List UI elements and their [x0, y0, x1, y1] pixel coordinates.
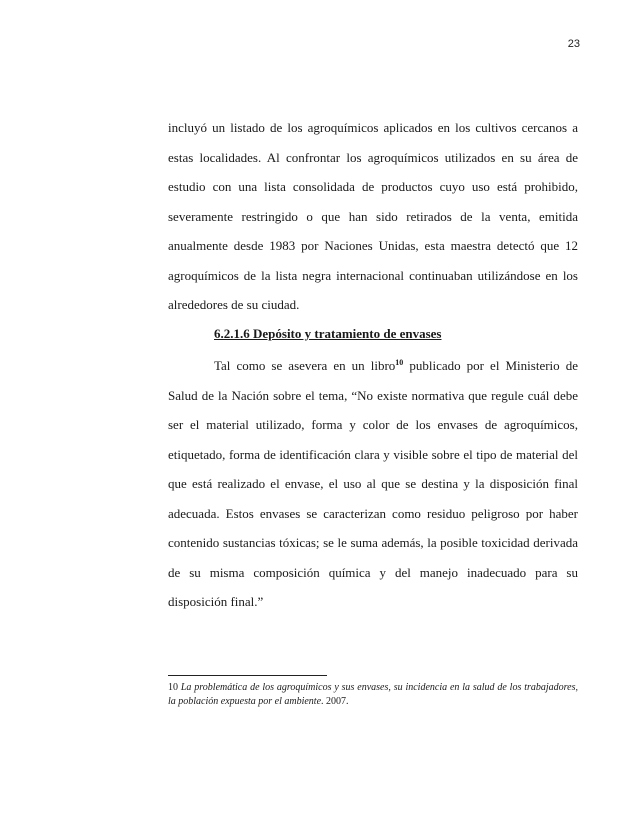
page-number: 23	[567, 38, 580, 50]
paragraph-2-intro: Tal como se asevera en un libro	[214, 358, 396, 373]
footnote-separator	[168, 675, 327, 676]
body-paragraph-2	[168, 351, 578, 617]
footnote-number: 10	[168, 682, 178, 693]
footnote-year: . 2007.	[321, 696, 349, 707]
body-paragraph-1: incluyó un listado de los agroquímicos aplicados en los cultivos cercanos a estas localidades. Al confrontar los agroquímicos utilizados en su área de estudio con una lista consolidada de productos cuyo uso está prohibido, severamente restringido o que han sido retirados de la venta, emitida anualmente desde 1983 por Naciones Unidas, esta maestra detectó que 12 agroquímicos de la lista negra internacional continuaban utilizándose en los alrededores de su ciudad.	[168, 120, 578, 312]
footnote-title: La problemática de los agroquímicos y sus envases, su incidencia en la salud de los trabajadores, la población expuesta por el ambiente	[168, 682, 578, 707]
paragraph-2-quote: publicado por el Ministerio de Salud de la Nación sobre el tema, “No existe normativa que regule cuál debe ser el material utilizado, forma y color de los envases de agroquímicos, etiquetado, forma de identificación clara y visible sobre el tipo de material del que está realizado el envase, el uso al que se destina y la disposición final adecuada. Estos envases se caracterizan como residuo peligroso por haber contenido sustancias tóxicas; se le suma además, la posible toxicidad derivada de su misma composición química y del manejo inadecuado para su disposición final.”	[168, 358, 578, 609]
section-heading: 6.2.1.6 Depósito y tratamiento de envases	[214, 326, 442, 341]
footnote-reference[interactable]: 10	[395, 358, 404, 367]
footnote	[168, 681, 578, 709]
